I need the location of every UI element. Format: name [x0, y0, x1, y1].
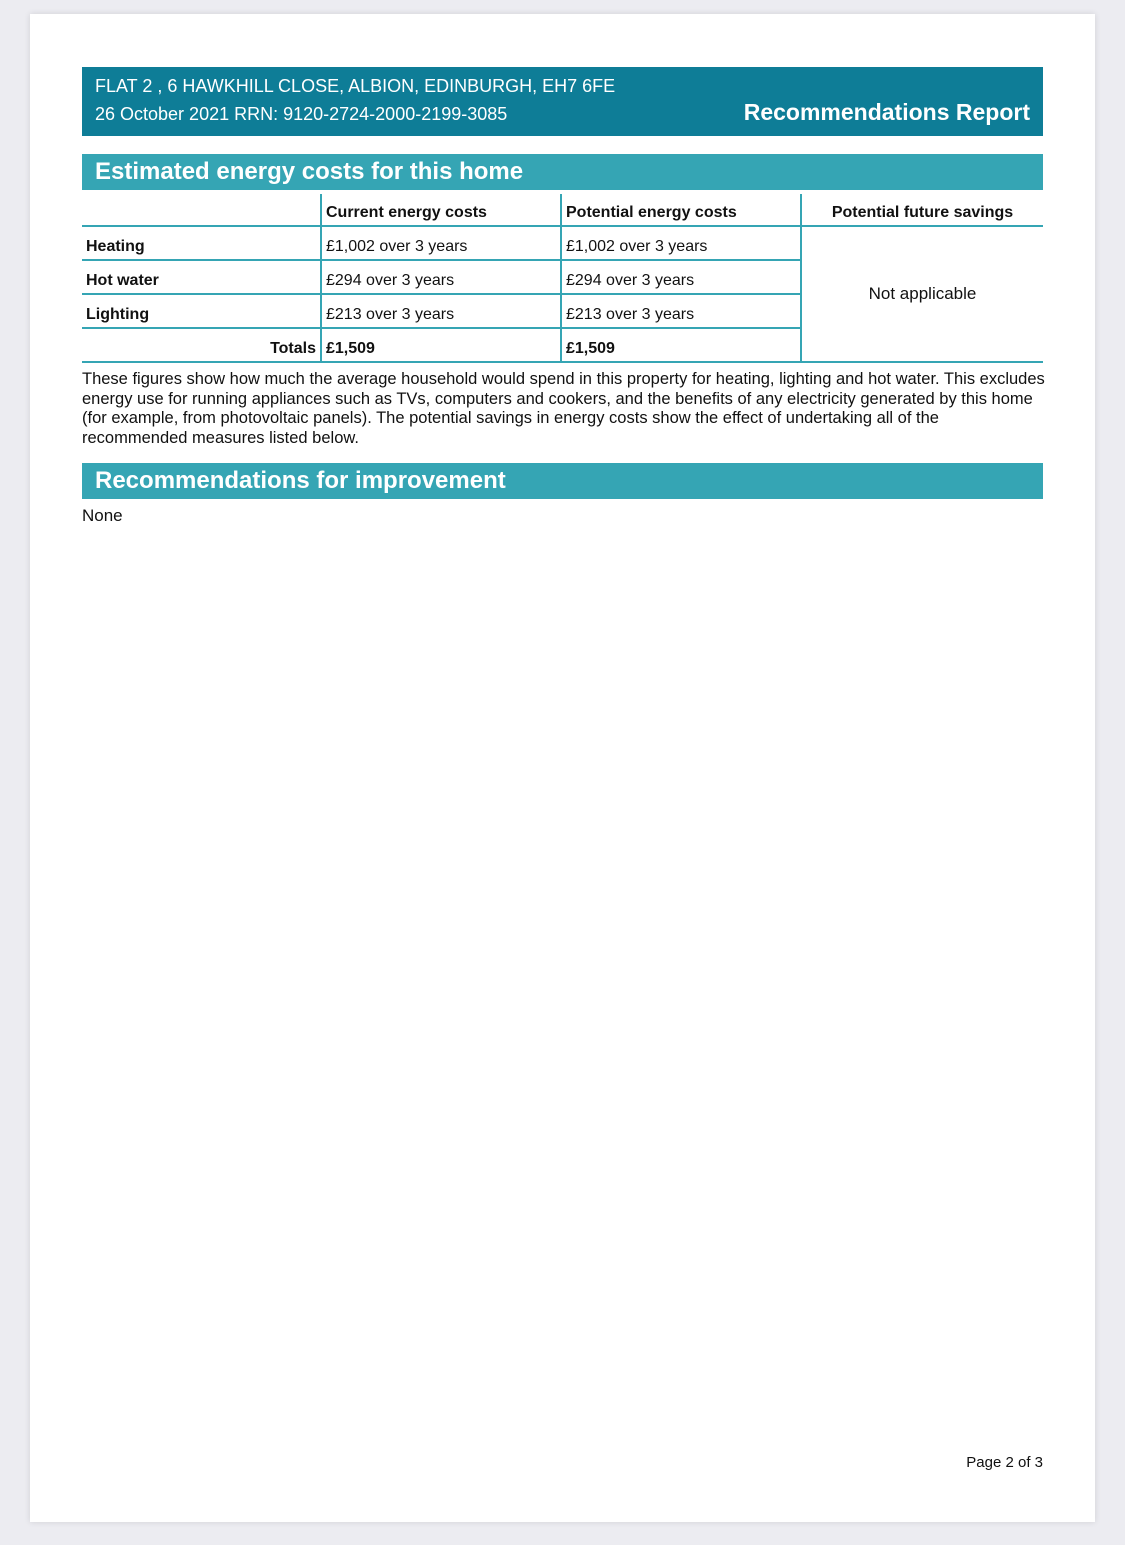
recommendations-heading — [82, 463, 1043, 499]
table-row — [82, 226, 1043, 260]
property-address: FLAT 2 , 6 HAWKHILL CLOSE, ALBION, EDINBURGH, EH7 6FE — [95, 76, 616, 96]
lighting-current-cost: £213 over 3 years — [321, 294, 561, 328]
energy-costs-heading-text: Estimated energy costs for this home — [95, 158, 524, 185]
hot-water-current-cost: £294 over 3 years — [321, 260, 561, 294]
report-header — [82, 67, 1043, 136]
table-header-row — [82, 194, 1043, 226]
recommendations-heading-text: Recommendations for improvement — [95, 467, 506, 494]
row-label-lighting: Lighting — [82, 294, 321, 328]
heating-potential-cost: £1,002 over 3 years — [561, 226, 801, 260]
energy-costs-heading — [82, 154, 1043, 190]
report-title: Recommendations Report — [743, 99, 1030, 125]
hot-water-potential-cost: £294 over 3 years — [561, 260, 801, 294]
lighting-potential-cost: £213 over 3 years — [561, 294, 801, 328]
row-label-hot-water: Hot water — [82, 260, 321, 294]
heating-current-cost: £1,002 over 3 years — [321, 226, 561, 260]
column-header-blank — [82, 194, 321, 226]
document-page — [30, 14, 1095, 1522]
date-rrn: 26 October 2021 RRN: 9120-2724-2000-2199-3085 — [95, 104, 508, 124]
column-header-current: Current energy costs — [321, 194, 561, 226]
row-label-heating: Heating — [82, 226, 321, 260]
energy-costs-table — [82, 194, 1043, 363]
page-number: Page 2 of 3 — [966, 1454, 1043, 1471]
future-savings-value: Not applicable — [801, 226, 1043, 362]
recommendations-body: None — [82, 506, 123, 525]
column-header-potential: Potential energy costs — [561, 194, 801, 226]
totals-label: Totals — [82, 328, 321, 362]
totals-current-cost: £1,509 — [321, 328, 561, 362]
energy-costs-explanation: These figures show how much the average household would spend in this property for heating, lighting and hot water. This excludes energy use for running appliances such as TVs, computers and cookers, and the benefits of any electricity generated by this home (for example, from photovoltaic panels). The potential savings in energy costs show the effect of undertaking all of the recommended measures listed below. — [82, 370, 1045, 447]
totals-potential-cost: £1,509 — [561, 328, 801, 362]
column-header-future-savings: Potential future savings — [801, 194, 1043, 226]
